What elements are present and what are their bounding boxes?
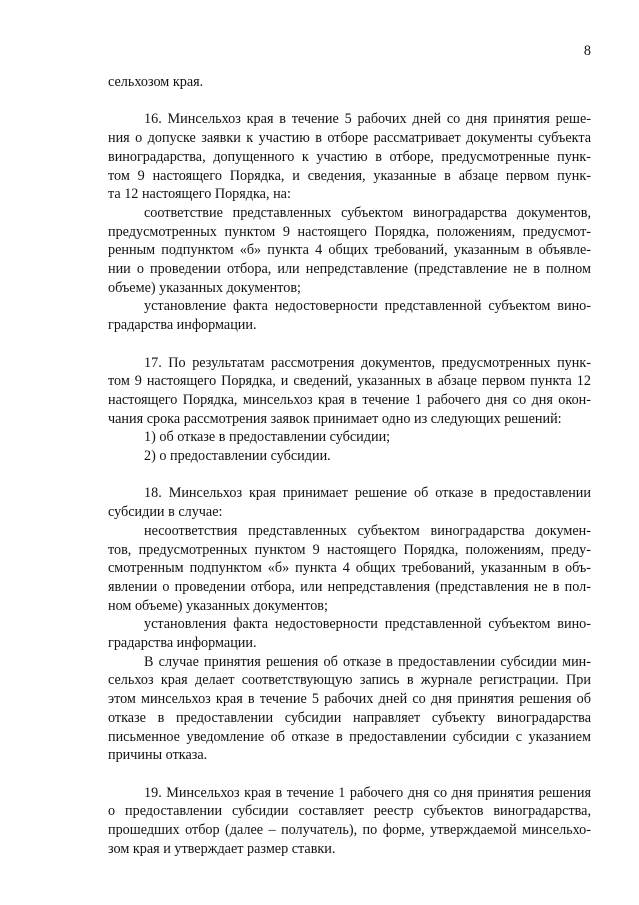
text-line: зом края и утверждает размер ставки. <box>108 840 336 857</box>
text-line: отказе в предоставлении субсидии направляет субъекту виноградарства <box>108 709 591 726</box>
clause-16-item-2 <box>108 297 591 334</box>
text-line: объеме) указанных документов; <box>108 279 301 296</box>
text-line: чания срока рассмотрения заявок принимает одно из следующих решений: <box>108 410 562 427</box>
decision-option: 2) о предоставлении субсидии. <box>144 448 331 465</box>
decision-option: 1) об отказе в предоставлении субсидии; <box>144 429 391 446</box>
text-line: ном объеме) указанных документов; <box>108 597 328 614</box>
text-line: предусмотренных пунктом 9 настоящего Порядка, положениям, предусмот- <box>108 223 591 240</box>
text-line: 17. По результатам рассмотрения документов, предусмотренных пунк- <box>144 354 591 371</box>
page-number: 8 <box>583 43 591 59</box>
clause-18-item-1 <box>108 522 591 616</box>
text-line: 18. Минсельхоз края принимает решение об отказе в предоставлении <box>144 485 591 502</box>
paragraph-gap <box>108 765 591 784</box>
clause-16-item-1 <box>108 204 591 298</box>
text-line: ния о допуске заявки к участию в отборе рассматривает документы субъекта <box>108 130 591 147</box>
text-line: причины отказа. <box>108 747 208 764</box>
text-line: 19. Минсельхоз края в течение 1 рабочего дня со дня принятия решения <box>144 784 591 801</box>
text-line: письменное уведомление об отказе в предоставлении субсидии с указанием <box>108 728 591 745</box>
text-line: субсидии в случае: <box>108 504 223 521</box>
text-line: прошедших отбор (далее – получатель), по форме, утверждаемой минсельхо- <box>108 822 591 839</box>
clause-18-item-2 <box>108 615 591 652</box>
intro-paragraph <box>108 73 591 92</box>
paragraph-gap <box>108 466 591 485</box>
text-line: тов, предусмотренных пунктом 9 настоящего Порядка, положениям, преду- <box>108 541 591 558</box>
text-line: настоящего Порядка, минсельхоз края в течение 1 рабочего дня со дня окон- <box>108 391 591 408</box>
text-line: смотренным подпунктом «б» пункта 4 общих требований, указанным в объ- <box>108 560 591 577</box>
text-line: виноградарства, допущенного к участию в отборе, предусмотренные пунк- <box>108 148 591 165</box>
text-line: градарства информации. <box>108 635 257 652</box>
text-line: том 9 настоящего Порядка, и сведений, указанных в абзаце первом пункта 12 <box>108 373 591 390</box>
clause-18 <box>108 484 591 521</box>
text-line: этом минсельхоз края в течение 5 рабочих дней со дня принятия решения об <box>108 691 591 708</box>
paragraph-gap <box>108 335 591 354</box>
text-line: сельхозом края. <box>108 74 204 90</box>
paragraph-gap <box>108 92 591 111</box>
text-line: В случае принятия решения об отказе в предоставлении субсидии мин- <box>144 653 591 670</box>
clause-16 <box>108 110 591 204</box>
text-line: несоответствия представленных субъектом виноградарства докумен- <box>144 522 591 539</box>
text-line: том 9 настоящего Порядка, и сведения, указанные в абзаце первом пунк- <box>108 167 591 184</box>
text-line: та 12 настоящего Порядка, на: <box>108 186 291 203</box>
text-line: сельхоз края делает соответствующую запись в журнале регистрации. При <box>108 672 591 689</box>
text-line: 16. Минсельхоз края в течение 5 рабочих дней со дня принятия реше- <box>144 111 591 128</box>
text-line: ренным подпунктом «б» пункта 4 общих требований, указанным в объявле- <box>108 242 591 259</box>
text-line: установление факта недостоверности представленной субъектом вино- <box>144 298 591 315</box>
clause-19 <box>108 784 591 859</box>
text-line: нии о проведении отбора, или непредставление (представление не в полном <box>108 261 591 278</box>
text-line: явлении о проведении отбора, или непредставления (представления не в пол- <box>108 578 591 595</box>
text-line: установления факта недостоверности представленной субъектом вино- <box>144 616 591 633</box>
text-line: соответствие представленных субъектом виноградарства документов, <box>144 204 591 221</box>
clause-18-refusal <box>108 653 591 765</box>
text-line: о предоставлении субсидии составляет реестр субъектов виноградарства, <box>108 803 591 820</box>
text-line: градарства информации. <box>108 317 257 334</box>
clause-17-options <box>108 428 591 465</box>
clause-17 <box>108 354 591 429</box>
